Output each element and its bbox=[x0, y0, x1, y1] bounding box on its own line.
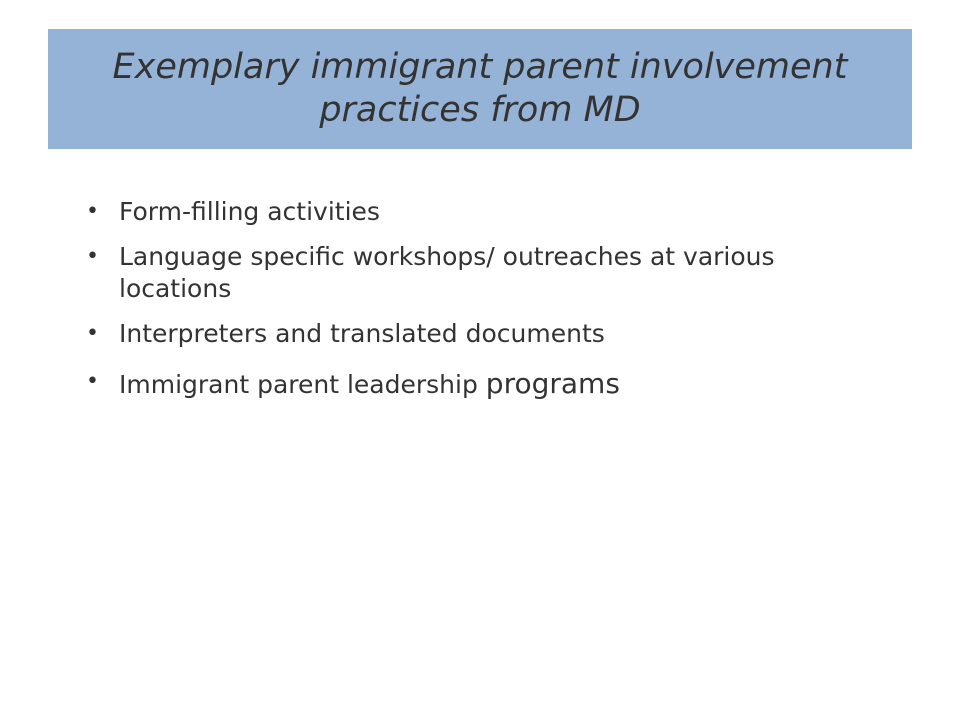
bullet-dot-icon: • bbox=[86, 243, 99, 269]
bullet-item bbox=[86, 318, 866, 351]
bullet-item bbox=[86, 241, 866, 306]
title-banner bbox=[48, 29, 912, 149]
bullet-text: Immigrant parent leadership bbox=[119, 370, 486, 399]
slide-title: Exemplary immigrant parent involvement practices from MD bbox=[112, 47, 848, 130]
bullet-text: Language specific workshops/ outreaches at various locations bbox=[119, 241, 775, 303]
bullet-item bbox=[86, 196, 866, 229]
bullet-dot-icon: • bbox=[86, 199, 99, 224]
bullet-text: Interpreters and translated documents bbox=[119, 318, 605, 348]
bullet-text: Form-filling activities bbox=[119, 197, 380, 226]
bullet-item bbox=[86, 366, 866, 402]
bullet-list bbox=[86, 196, 866, 414]
bullet-emphasis-text: programs bbox=[485, 367, 620, 400]
bullet-dot-icon: • bbox=[86, 369, 99, 394]
bullet-dot-icon: • bbox=[86, 320, 99, 346]
